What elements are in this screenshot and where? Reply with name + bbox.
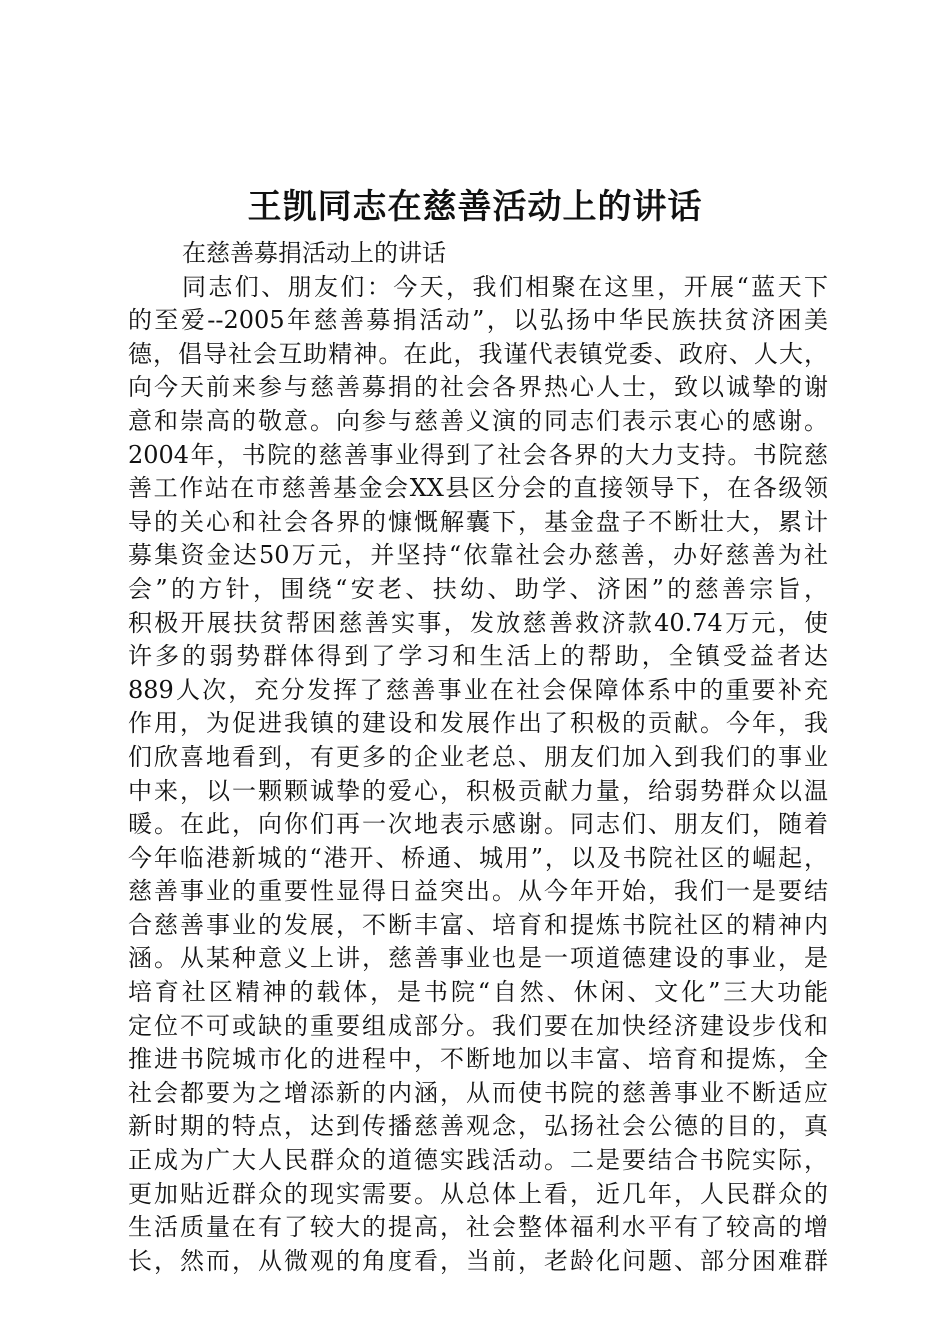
paragraph-line: 培育社区精神的载体，是书院“自然、休闲、文化”三大功能 [128, 978, 828, 1007]
paragraph-line: 社会都要为之增添新的内涵，从而使书院的慈善事业不断适应 [128, 1078, 828, 1107]
paragraph-line: 意和崇高的敬意。向参与慈善义演的同志们表示衷心的感谢。 [128, 406, 828, 435]
document-subtitle: 在慈善募捐活动上的讲话 [182, 239, 446, 267]
paragraph-line: 德，倡导社会互助精神。在此，我谨代表镇党委、政府、人大， [128, 339, 828, 368]
paragraph-line: 暖。在此，向你们再一次地表示感谢。同志们、朋友们，随着 [128, 810, 828, 839]
paragraph-line: 新时期的特点，达到传播慈善观念，弘扬社会公德的目的，真 [128, 1112, 828, 1141]
paragraph-line: 同志们、朋友们：今天，我们相聚在这里，开展“蓝天下 [182, 272, 828, 301]
paragraph-line: 正成为广大人民群众的道德实践活动。二是要结合书院实际， [128, 1146, 828, 1175]
paragraph-line: 生活质量在有了较大的提高，社会整体福利水平有了较高的增 [128, 1213, 828, 1242]
paragraph-line: 中来，以一颗颗诚挚的爱心，积极贡献力量，给弱势群众以温 [128, 776, 828, 805]
paragraph-line: 慈善事业的重要性显得日益突出。从今年开始，我们一是要结 [128, 877, 828, 906]
paragraph-line: 长，然而，从微观的角度看，当前，老龄化问题、部分困难群 [128, 1246, 828, 1275]
document-title: 王凯同志在慈善活动上的讲话 [247, 187, 703, 227]
paragraph-line: 导的关心和社会各界的慷慨解囊下，基金盘子不断壮大，累计 [128, 507, 828, 536]
paragraph-line: 积极开展扶贫帮困慈善实事，发放慈善救济款40.74万元，使 [128, 608, 828, 637]
paragraph-line: 定位不可或缺的重要组成部分。我们要在加快经济建设步伐和 [128, 1011, 828, 1040]
paragraph-line: 许多的弱势群体得到了学习和生活上的帮助，全镇受益者达 [128, 642, 828, 671]
paragraph-line: 推进书院城市化的进程中，不断地加以丰富、培育和提炼，全 [128, 1045, 828, 1074]
document-body [128, 237, 828, 1278]
paragraph-line: 善工作站在市慈善基金会XX县区分会的直接领导下，在各级领 [128, 474, 828, 503]
paragraph-line: 今年临港新城的“港开、桥通、城用”，以及书院社区的崛起， [128, 843, 828, 872]
paragraph-line: 会”的方针，围绕“安老、扶幼、助学、济困”的慈善宗旨， [128, 574, 828, 603]
paragraph-line: 向今天前来参与慈善募捐的社会各界热心人士，致以诚挚的谢 [128, 373, 828, 402]
paragraph-line: 募集资金达50万元，并坚持“依靠社会办慈善，办好慈善为社 [128, 541, 828, 570]
paragraph-line: 们欣喜地看到，有更多的企业老总、朋友们加入到我们的事业 [128, 742, 828, 771]
paragraph-line: 的至爱--2005年慈善募捐活动”，以弘扬中华民族扶贫济困美 [128, 306, 828, 335]
paragraph-line: 889人次，充分发挥了慈善事业在社会保障体系中的重要补充 [128, 675, 828, 704]
paragraph-line: 涵。从某种意义上讲，慈善事业也是一项道德建设的事业，是 [128, 944, 828, 973]
paragraph-line: 2004年，书院的慈善事业得到了社会各界的大力支持。书院慈 [128, 440, 828, 469]
paragraph-line: 更加贴近群众的现实需要。从总体上看，近几年，人民群众的 [128, 1179, 828, 1208]
paragraph-line: 作用，为促进我镇的建设和发展作出了积极的贡献。今年，我 [128, 709, 828, 738]
paragraph-line: 合慈善事业的发展，不断丰富、培育和提炼书院社区的精神内 [128, 910, 828, 939]
